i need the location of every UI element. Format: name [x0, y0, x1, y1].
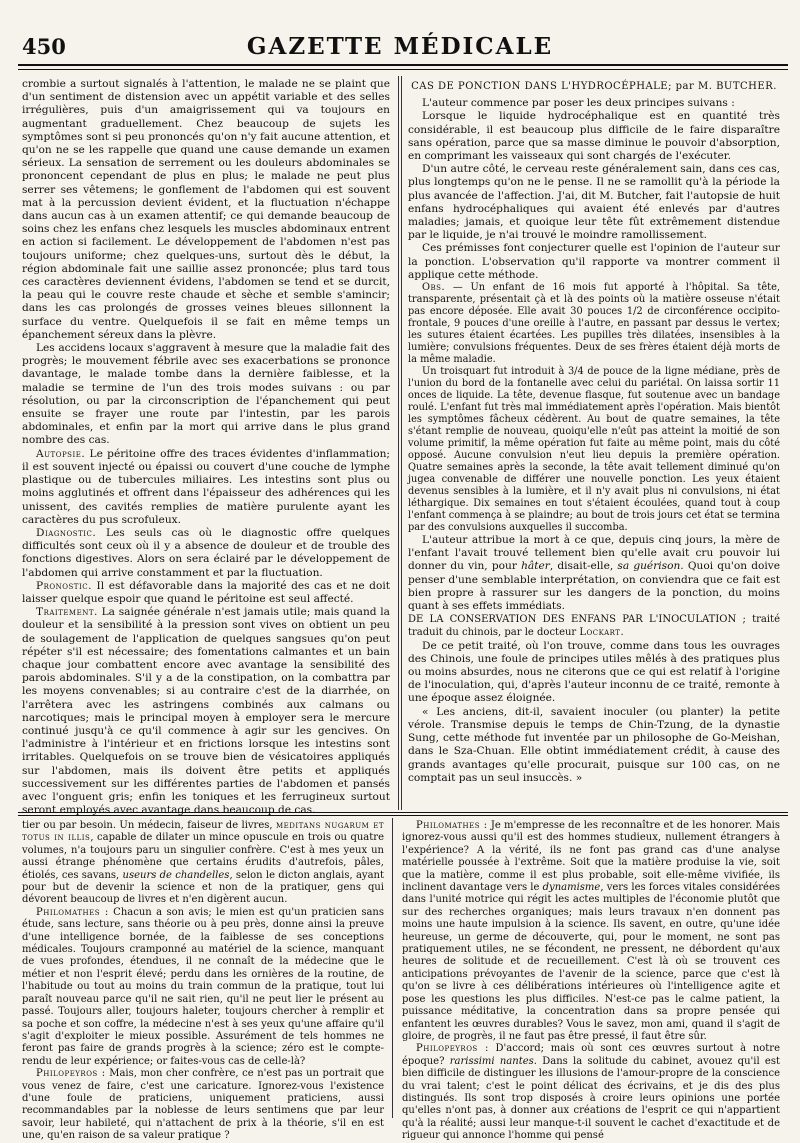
dialogue-text: Mais, mon cher confrère, ce n'est pas un portrait que vous venez de faire, c'est une caricature. Ignorez-vous l'existence d'une foule de praticiens, uniquement praticiens, aussi recommandables par la noblesse de leurs sentimens que par leur savoir, leur habileté, qui n'attachent de prix à la théorie, s'il en est une, qu'en raison de sa valeur pratique ?: [22, 1068, 385, 1142]
text-run: . Quoi qu'on doive penser d'une semblable interprétation, on conviendra que ce fait est bien propre à rassurer sur les dangers de la ponction, du moins quant à ses effets immédiats.: [408, 560, 781, 613]
text-run: , selon le dicton anglais, ayant pour but de devenir la science et non de la pratiquer, gens qui dévorent beaucoup de livres et n'en digèrent aucun.: [22, 869, 384, 906]
italic-run: dynamisme: [542, 882, 601, 894]
text-run: L'auteur attribue la mort à ce que, depuis cinq jours, la mère de l'enfant l'avait trouvé tellement bien qu'elle avait cru pouvoir lui donner du vin, pour: [408, 534, 780, 573]
dialogue-text: . Dans la solitude du cabinet, avouez qu'il est bien difficile de distinguer les illusions de l'amour-propre de la conscience du vrai talent; c'est le point délicat des écrivains, et je dis des plus distingués. Ils sont trop disposés à croire leurs opinions une portée qu'elles n'ont pas, à donner aux créations de l'esprit ce qui n'appartient qu'à la réalité; aussi leur manque-t-il souvent le cachet d'exactitude et de rigueur qui annonce l'homme qui pensé: [402, 1055, 781, 1142]
header-rule-thin: [18, 69, 788, 70]
section-label: Autopsie.: [36, 447, 86, 460]
paragraph-traitement: [22, 606, 390, 817]
paragraph-text: Le péritoine offre des traces évidentes d'inflammation; il est souvent injecté ou épaissi ou couvert d'une couche de lymphe plastique ou de tubercules miliaires. Les intestins sont plus ou moins agglutinés et offrent dans l'épaisseur des adhérences qui les unissent, des cavités remplies de matière purulente ayant les caractères du pus scrofuleux.: [22, 447, 390, 526]
italic-run: rarissimi nantes: [449, 1055, 534, 1067]
column-divider: [392, 818, 393, 1118]
paragraph: D'un autre côté, le cerveau reste généralement sain, dans ces cas, plus longtemps qu'on ne le pense. Il ne se ramollit qu'à la période la plus avancée de l'affection. J'ai, dit M. Butcher, fait l'autopsie de huit enfans hydrocéphaliques qui avaient été enlevés par d'autres maladies; jamais, et quoique leur tête fût extrêmement distendue par le liquide, je n'ai trouvé le moindre ramollissement.: [408, 163, 780, 242]
dialogue-line: [22, 907, 384, 1068]
italic-run: sa guérison: [617, 560, 681, 573]
paragraph-text: — Un enfant de 16 mois fut apporté à l'hôpital. Sa tête, transparente, présentait çà et là des points où la matière osseuse n'était pas encore déposée. Elle avait 30 pouces 1/2 de circonférence occipito-frontale, 9 pouces d'une oreille à l'autre, en passant par dessus le vertex; les sutures étaient écartées. Les pupilles très dilatées, insensibles à la lumière; convulsions fréquentes. Deux de ses frères étaient déjà morts de la même maladie.: [408, 282, 780, 366]
section-label: Diagnostic.: [36, 526, 97, 539]
paragraph: Lorsque le liquide hydrocéphalique est en quantité très considérable, il est beaucoup plus difficile de le faire disparaître sans opération, parce que sa masse diminue le pouvoir d'absorption, en comprimant les vaisseaux qui sont chargés de l'exécuter.: [408, 110, 780, 163]
paragraph: De ce petit traité, où l'on trouve, comme dans tous les ouvrages des Chinois, une foule de principes utiles mêlés à des pratiques plus ou moins absurdes, nous ne citerons que ce qui est relatif à l'origine de l'inoculation, qui, d'après l'auteur inconnu de ce traité, remonte à une époque assez éloignée.: [408, 639, 780, 705]
paragraph-autopsie: [22, 448, 390, 527]
paragraph: [22, 820, 384, 907]
paragraph: Un troisquart fut introduit à 3/4 de pouce de la ligne médiane, près de l'union du bord de la fontanelle avec celui du pariétal. On laissa sortir 11 onces de liquide. La tête, devenue flasque, fut soutenue avec un bandage roulé. L'enfant fut très mal immédiatement après l'opération. Mais bientôt les symptômes fâcheux cédèrent. Au bout de quatre semaines, la tête s'étant remplie de nouveau, quoiqu'elle n'eût pas atteint la moitié de son volume primitif, la même opération fut faite au même point, mais du côté opposé. Aucune convulsion n'eut lieu depuis la première opération. Quatre semaines après la seconde, la tête avait tellement diminué qu'on jugea convenable de différer une nouvelle ponction. Les yeux étaient devenus sensibles à la lumière, et il n'y avait plus ni convulsions, ni état léthargique. Dix semaines en tout s'étaient écoulées, quand tout à coup l'enfant commença à se plaindre; au bout de trois jours cet état se termina par des convulsions auxquelles il succomba.: [408, 366, 780, 534]
paragraph: L'auteur commence par poser les deux principes suivans :: [422, 97, 735, 110]
column-divider: [398, 76, 399, 810]
paragraph: [408, 534, 780, 613]
paragraph-pronostic: [22, 580, 390, 606]
text-run: , disait-elle,: [549, 560, 618, 573]
header-rule: [18, 64, 788, 66]
left-column: [22, 78, 390, 817]
speaker-name: Philomathes :: [36, 906, 109, 918]
right-column: [408, 78, 780, 810]
paragraph: « Les anciens, dit-il, savaient inoculer (ou planter) la petite vérole. Transmise depuis le temps de Chin-Tzung, de la dynastie Sung, cette méthode fut inventée par un philosophe de Go-Meishan, dans le Sza-Chuan. Elle obtint immédiatement crédit, à cause des grands avantages qu'elle procurait, puisque sur 100 cas, on ne comptait pas un seul insuccès. »: [408, 705, 780, 784]
paragraph-observation: [408, 282, 780, 366]
feuilleton-right: [402, 820, 781, 1142]
speaker-name: Philomathes :: [416, 820, 488, 831]
journal-title: GAZETTE MÉDICALE: [246, 33, 554, 60]
dialogue-line: [22, 1068, 384, 1142]
observation-block: [408, 282, 780, 534]
page-number: 450: [22, 34, 66, 59]
paragraph-diagnostic: [22, 527, 390, 580]
section-label: Traitement.: [36, 606, 98, 619]
dialogue-line: [402, 820, 780, 1043]
text-run: tier ou par besoin. Un médecin, faiseur de livres,: [22, 820, 276, 831]
title-text: DE LA CONSERVATION DES ENFANS PAR L'INOCULATION ; traité traduit du chinois, par le docteur: [408, 614, 780, 639]
latin-phrase: meditans nugarum et totus in illis: [22, 820, 385, 844]
author-name: Lockart.: [579, 627, 625, 639]
section-label: Obs.: [422, 282, 446, 294]
dialogue-text: D'accord; mais où sont ces œuvres surtout à notre époque?: [402, 1043, 780, 1067]
column-divider: [401, 76, 402, 810]
dialogue-line: [402, 1043, 780, 1142]
page-header: [0, 0, 800, 80]
article-title: CAS DE PONCTION DANS L'HYDROCÉPHALE; par M. BUTCHER.: [411, 81, 777, 92]
section-divider: [18, 812, 788, 813]
text-run: , capable de dilater un mince opuscule en trois ou quatre volumes, n'a toujours paru un singulier confrère. C'est à mes yeux un aussi étrange phénomène que certains érudits d'autrefois, pâles, étiolés, ces savans,: [22, 832, 384, 881]
dialogue-text: Je m'empresse de les reconnaître et de les honorer. Mais ignorez-vous aussi qu'il est des hommes studieux, nullement étrangers à l'expérience? A la vérité, ils ne font pas grand cas d'une analyse matérielle poussée à l'extrême. Soit que la matière produise la vie, soit que la matière, comme il est plus probable, soit elle-même vivifiée, ils inclinent davantage vers le: [402, 820, 780, 894]
article-title: [408, 613, 780, 639]
dialogue-text: Chacun a son avis; le mien est qu'un praticien sans étude, sans lecture, sans théorie ou à peu près, donne ainsi la preuve d'une intelligence bornée, de la faiblesse de ses conceptions médicales. Toujours cramponné au matériel de la science, manquant de vues profondes, étendues, il ne connaît de la médecine que le métier et non l'esprit élevé; perdu dans les ornières de la routine, de l'habitude ou tout au moins du train commun de la pratique, tout lui paraît nouveau parce qu'il ne sait rien, qu'il ne peut lier le présent au passé. Toujours aller, toujours haleter, toujours chercher à remplir et sa poche et son coffre, la médecine n'est à ses yeux qu'une affaire qu'il s'agit d'exploiter le mieux possible. Assurément de tels hommes ne feront pas faire de grands progrès à la science; zéro est le compte-rendu de leur expérience; or faites-vous cas de celle-là?: [22, 906, 384, 1067]
section-label: Pronostic.: [36, 579, 92, 592]
feuilleton-left: [22, 820, 385, 1142]
paragraph-text: Les seuls cas où le diagnostic offre quelques difficultés sont ceux où il y a absence de douleur et de trouble des fonctions digestives. Alors on sera éclairé par le développement de l'abdomen qui arrive constamment et par la fluctuation.: [22, 526, 390, 579]
section-divider-thin: [18, 815, 788, 816]
paragraph: Les accidens locaux s'aggravent à mesure que la maladie fait des progrès; le mouvement fébrile avec ses exacerbations se prononce davantage, le malade tombe dans la dernière faiblesse, et la maladie se termine de l'un des trois modes suivans : ou par résolution, ou par la circonscription de l'épanchement qui peut ensuite se frayer une route par l'intestin, par les parois abdominales, et enfin par la mort qui arrive dans le plus grand nombre des cas.: [22, 342, 390, 447]
speaker-name: Philopeyros :: [416, 1043, 489, 1055]
italic-run: hâter: [521, 560, 550, 573]
paragraph-text: Il est défavorable dans la majorité des cas et ne doit laisser quelque espoir que quand le péritoine est seul affecté.: [22, 579, 390, 605]
italic-run: useurs de chandelles: [122, 869, 230, 881]
paragraph: crombie a surtout signalés à l'attention, le malade ne se plaint que d'un sentiment de distension avec un appétit variable et des selles irrégulières, puis d'un amaigrissement qui va toujours en augmentant graduellement. Chez beaucoup de sujets les symptômes sont si peu prononcés qu'on n'y fait aucune attention, et qu'on ne se les rappelle que quand une cause demande un examen sérieux. La sensation de serrement ou les douleurs abdominales se prononcent cependant de plus en plus; le malade ne peut plus serrer ses vêtemens; le gonflement de l'abdomen qui est souvent mat à la percussion devient évident, et la fluctuation n'échappe dans aucun cas à un examen attentif; ce qui demande beaucoup de soins chez les enfans chez lesquels les muscles abdominaux entrent en action si facilement. Le développement de l'abdomen n'est pas toujours uniforme; chez quelques-uns, surtout dès le début, la région abdominale fait une saillie assez prononcée; plus tard tous ces caractères deviennent évidens, l'abdomen se tend et se durcit, la peau qui le couvre reste chaude et sèche et semble s'amincir; dans les cas prolongés de grosses veines bleues sillonnent la surface du ventre. Quelquefois il se fait en même temps un épanchement séreux dans la plèvre.: [22, 78, 390, 341]
speaker-name: Philopeyros :: [36, 1068, 106, 1080]
dialogue-text: , vers les forces vitales considérées dans l'unité motrice qui régit les actes multiples de l'économie plutôt que sur des recherches organiques; mais leurs travaux n'en donnent pas moins une haute impulsion à la science. Ils savent, en outre, qu'une idée heureuse, un germe de découverte, qui, pour le moment, ne sont pas pratiquement utiles, ne se fécondent, ne pressent, ne débordent qu'aux heures de solitude et de recueillement. C'est là où se trouvent ces anticipations prévoyantes de l'avenir de la science, parce que c'est là qu'on se livre à ces délibérations intérieures où l'intelligence agite et pose les questions les plus difficiles. N'est-ce pas le calme patient, la puissance méditative, la concentration dans sa propre pensée qui enfantent les œuvres durables? Vous le savez, mon ami, quand il s'agit de gloire, de progrès, il ne faut pas être pressé, il faut être sûr.: [402, 882, 780, 1042]
paragraph: Ces prémisses font conjecturer quelle est l'opinion de l'auteur sur la ponction. L'observation qu'il rapporte va montrer comment il applique cette méthode.: [408, 242, 780, 281]
paragraph-text: La saignée générale n'est jamais utile; mais quand la douleur et la sensibilité à la pression sont vives on obtient un peu de soulagement de l'application de quelques sangsues qu'on peut répéter s'il est nécessaire; des fomentations calmantes et un bain chaque jour combattent encore avec avantage la sensibilité des parois abdominales. S'il y a de la constipation, on la combattra par les moyens convenables; si au contraire c'est de la diarrhée, on l'arrêtera avec les astringens combinés aux calmans ou narcotiques; mais le principal moyen à employer sera le mercure continué jusqu'à ce qu'il commence à agir sur les gencives. On l'administre à l'intérieur et en frictions lorsque les intestins sont irritables. Quelquefois on se trouve bien de vésicatoires appliqués sur l'abdomen, mais ils doivent être petits et appliqués successivement sur les différentes parties de l'abdomen et pansés avec l'onguent gris; enfin les toniques et les ferrugineux surtout seront employés avec avantage dans beaucoup de cas.: [22, 606, 390, 817]
